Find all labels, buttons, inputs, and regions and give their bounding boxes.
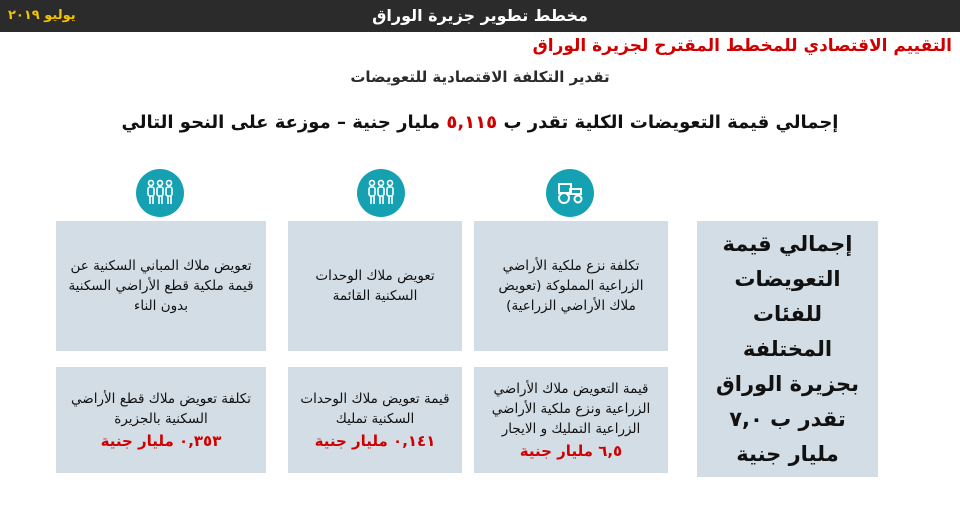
headline-suffix: مليار جنية – موزعة على النحو التالي: [121, 112, 441, 133]
presentation-date: يوليو ٢٠١٩: [8, 8, 76, 23]
card-text: تكلفة تعويض ملاك قطع الأراضي السكنية بالجزيرة: [70, 391, 251, 427]
people-group-icon: [136, 169, 184, 217]
slide-subtitle: تقدير التكلفة الاقتصادية للتعويضات: [350, 68, 610, 86]
people-group-icon: [357, 169, 405, 217]
card-residential-units-compensation-value: [288, 367, 462, 473]
tractor-icon: [546, 169, 594, 217]
card-amount: ٠,١٤١ مليار جنية: [314, 432, 436, 450]
headline-prefix: إجمالي قيمة التعويضات الكلية تقدر ب: [503, 112, 839, 133]
card-agricultural-land-expropriation: [474, 221, 668, 351]
card-residential-units-owners: [288, 221, 462, 351]
total-compensation-headline: [0, 112, 960, 133]
card-residential-land-compensation-value: [56, 367, 266, 473]
card-text: تعويض ملاك الوحدات السكنية القائمة: [315, 268, 435, 304]
section-title: التقييم الاقتصادي للمخطط المقترح لجزيرة الوراق: [532, 36, 952, 56]
headline-amount: ٥,١١٥: [446, 112, 498, 133]
card-text: قيمة التعويض ملاك الأراضي الزراعية ونزع ملكية الأراضي الزراعية التمليك و الايجار: [491, 381, 651, 437]
card-text: قيمة تعويض ملاك الوحدات السكنية تمليك: [300, 391, 450, 427]
card-text: تكلفة نزع ملكية الأراضي الزراعية المملوكة (تعويض ملاك الأراضي الزراعية): [498, 258, 644, 314]
card-amount: ٦,٥ مليار جنية: [519, 442, 623, 460]
summary-text: إجمالي قيمة التعويضات للفئات المختلفة بجزيرة الوراق تقدر ب ٧,٠ مليار جنية: [715, 231, 860, 466]
card-amount: ٠,٣٥٣ مليار جنية: [100, 432, 222, 450]
top-bar: [0, 0, 960, 32]
total-compensation-summary-box: [697, 221, 878, 477]
card-text: تعويض ملاك المباني السكنية عن قيمة ملكية قطع الأراضي السكنية بدون الناء: [68, 258, 254, 314]
card-agricultural-compensation-value: [474, 367, 668, 473]
card-residential-buildings-owners: [56, 221, 266, 351]
presentation-title: مخطط تطوير جزيرة الوراق: [372, 6, 588, 25]
